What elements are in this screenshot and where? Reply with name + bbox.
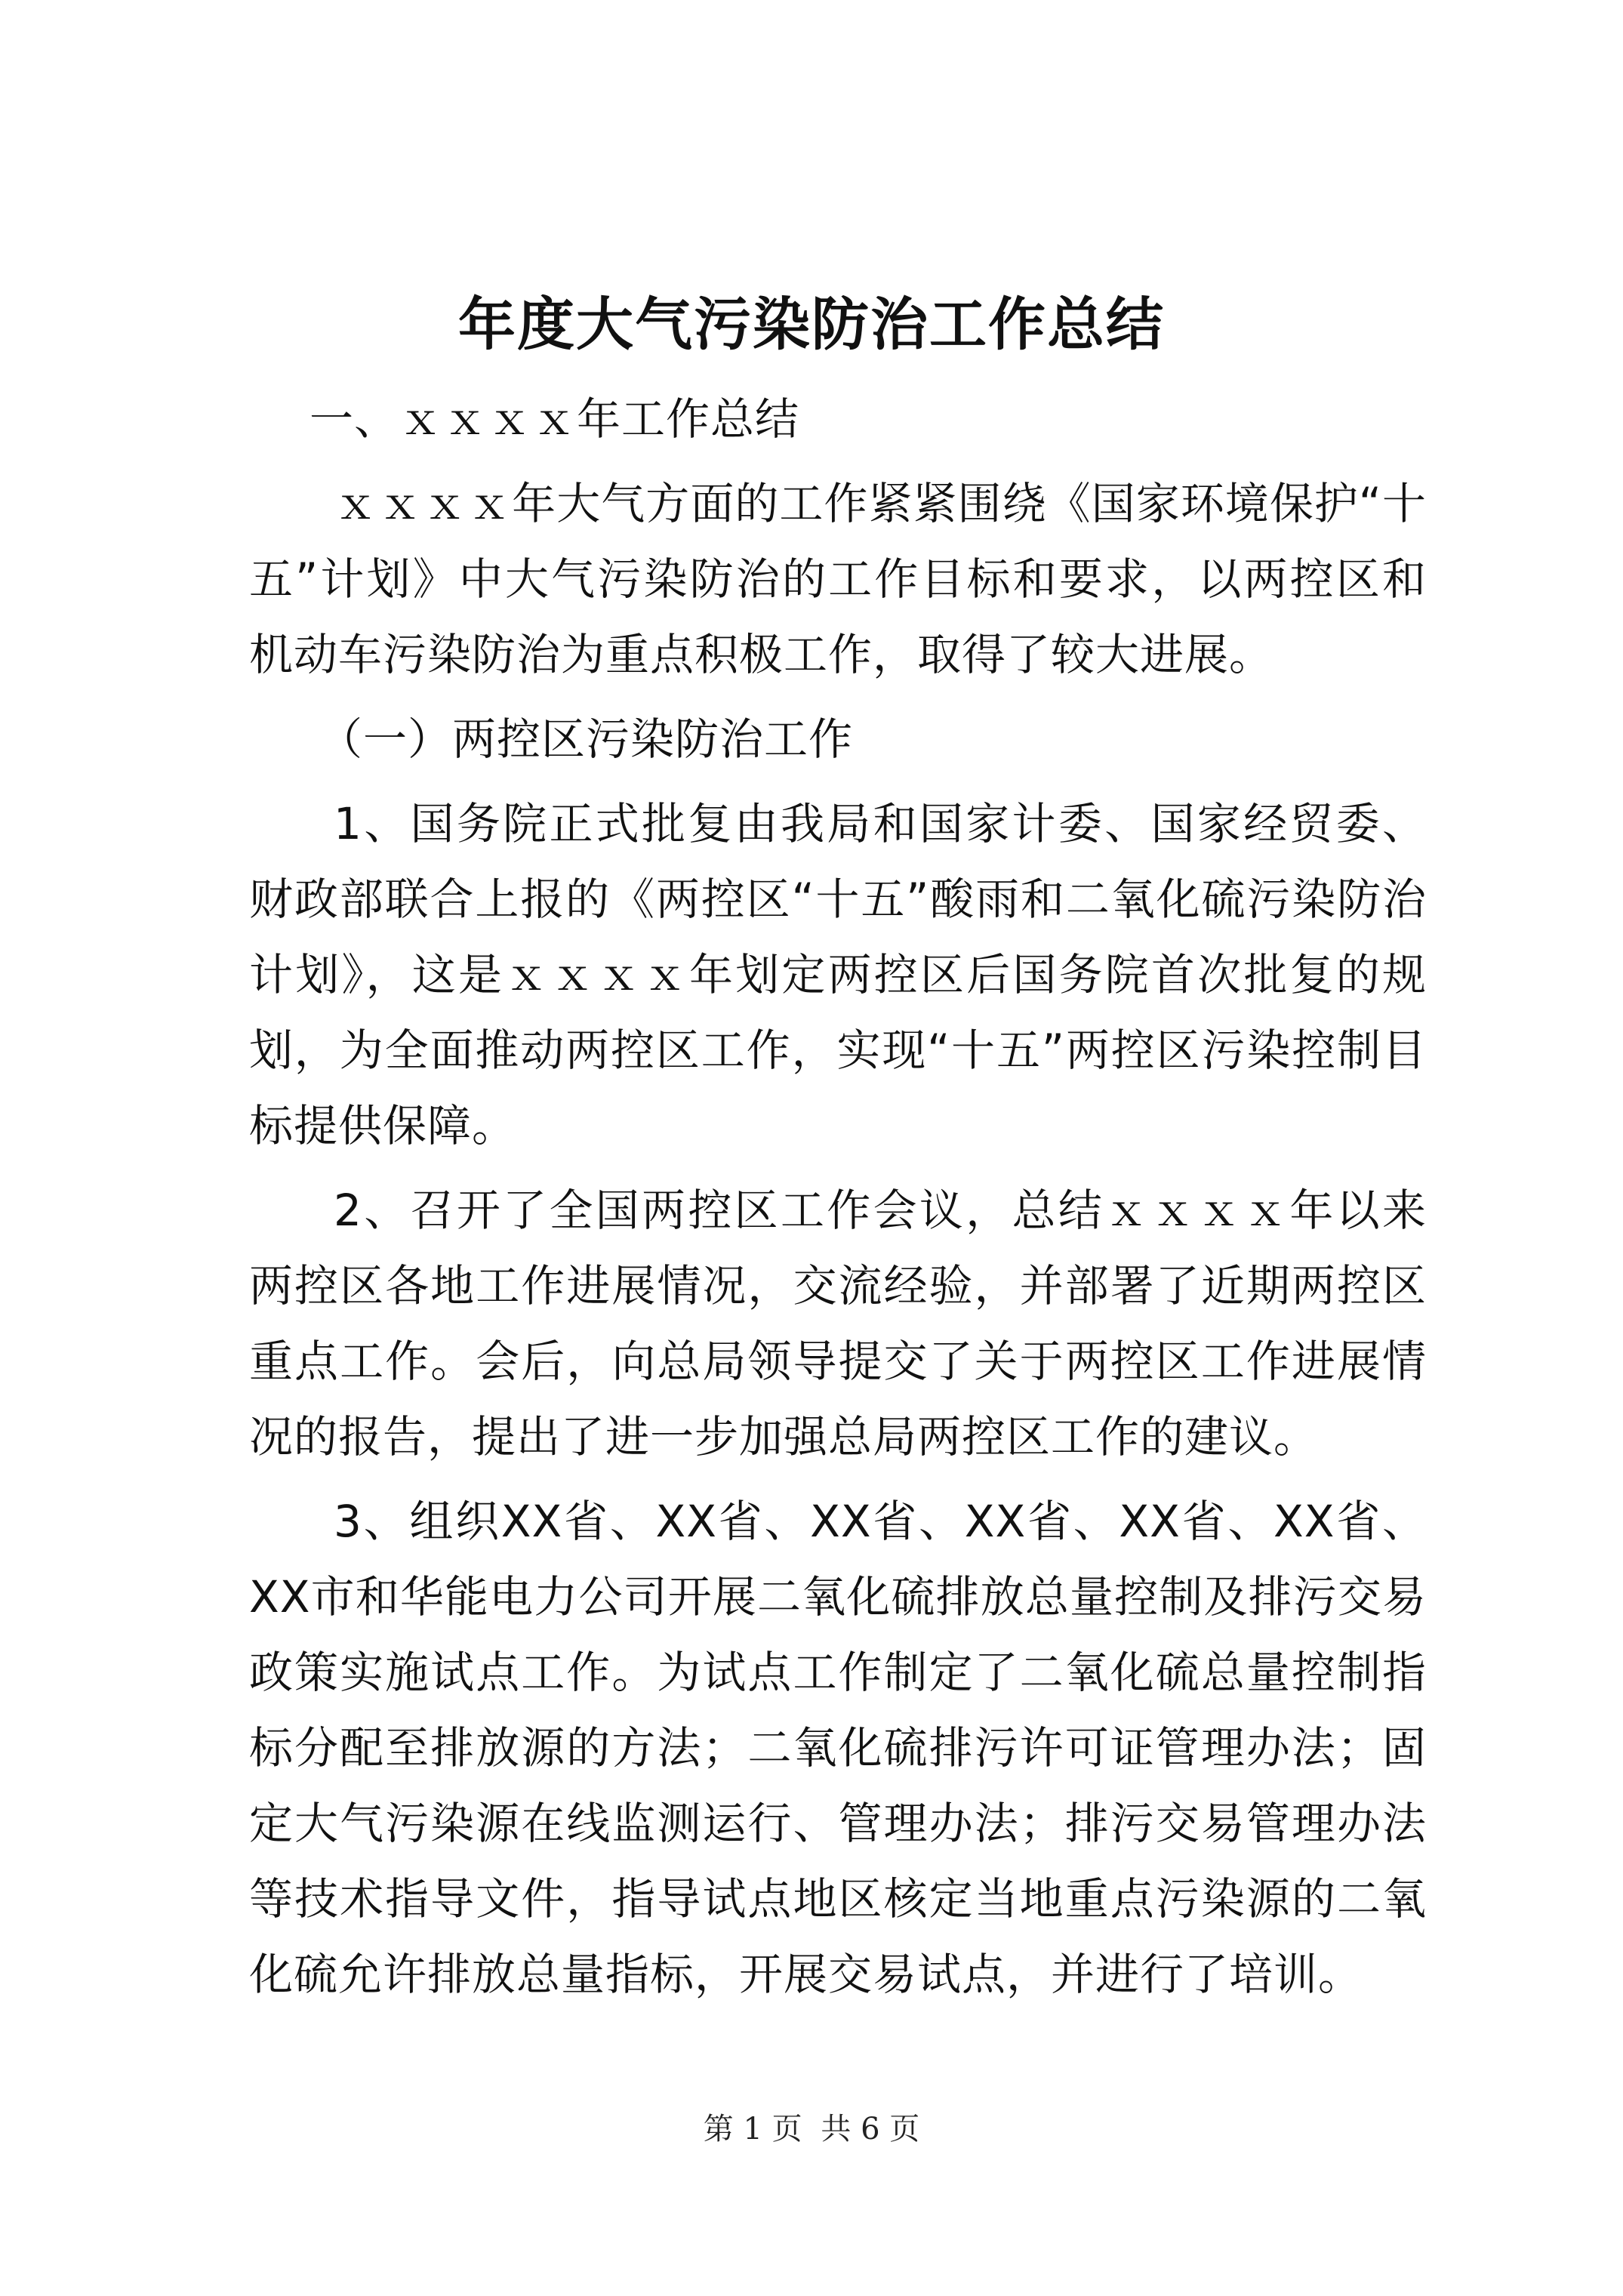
list-item-2: 2、召开了全国两控区工作会议，总结ｘｘｘｘ年以来两控区各地工作进展情况，交流经验，并部署了近期两控区重点工作。会后，向总局领导提交了关于两控区工作进展情况的报告，提出了进一步加强总局两控区工作的建议。 [249,1185,1427,1462]
document-title: 年度大气污染防治工作总结 [458,291,1165,358]
list-item-1: 1、国务院正式批复由我局和国家计委、国家经贸委、财政部联合上报的《两控区“十五”酸雨和二氧化硫污染防治计划》，这是ｘｘｘｘ年划定两控区后国务院首次批复的规划，为全面推动两控区工作，实现“十五”两控区污染控制目标提供保障。 [249,798,1427,1151]
intro-paragraph: ｘｘｘｘ年大气方面的工作紧紧围绕《国家环境保护“十五”计划》中大气污染防治的工作目标和要求，以两控区和机动车污染防治为重点积极工作，取得了较大进展。 [249,478,1427,680]
section-heading: 一、ｘｘｘｘ年工作总结 [310,393,800,445]
list-item-3: 3、组织XX省、XX省、XX省、XX省、XX省、XX省、XX市和华能电力公司开展二氧化硫排放总量控制及排污交易政策实施试点工作。为试点工作制定了二氧化硫总量控制指标分配至排放源的方法；二氧化硫排污许可证管理办法；固定大气污染源在线监测运行、管理办法；排污交易管理办法等技术指导文件，指导试点地区核定当地重点污染源的二氧化硫允许排放总量指标，开展交易试点，并进行了培训。 [249,1496,1427,2000]
page-footer [0,2106,1623,2152]
page-total: 共 6 页 [821,2112,920,2147]
document-body [249,381,1427,2021]
subsection-heading: （一）两控区污染防治工作 [319,713,854,765]
page-number: 第 1 页 [703,2112,802,2147]
